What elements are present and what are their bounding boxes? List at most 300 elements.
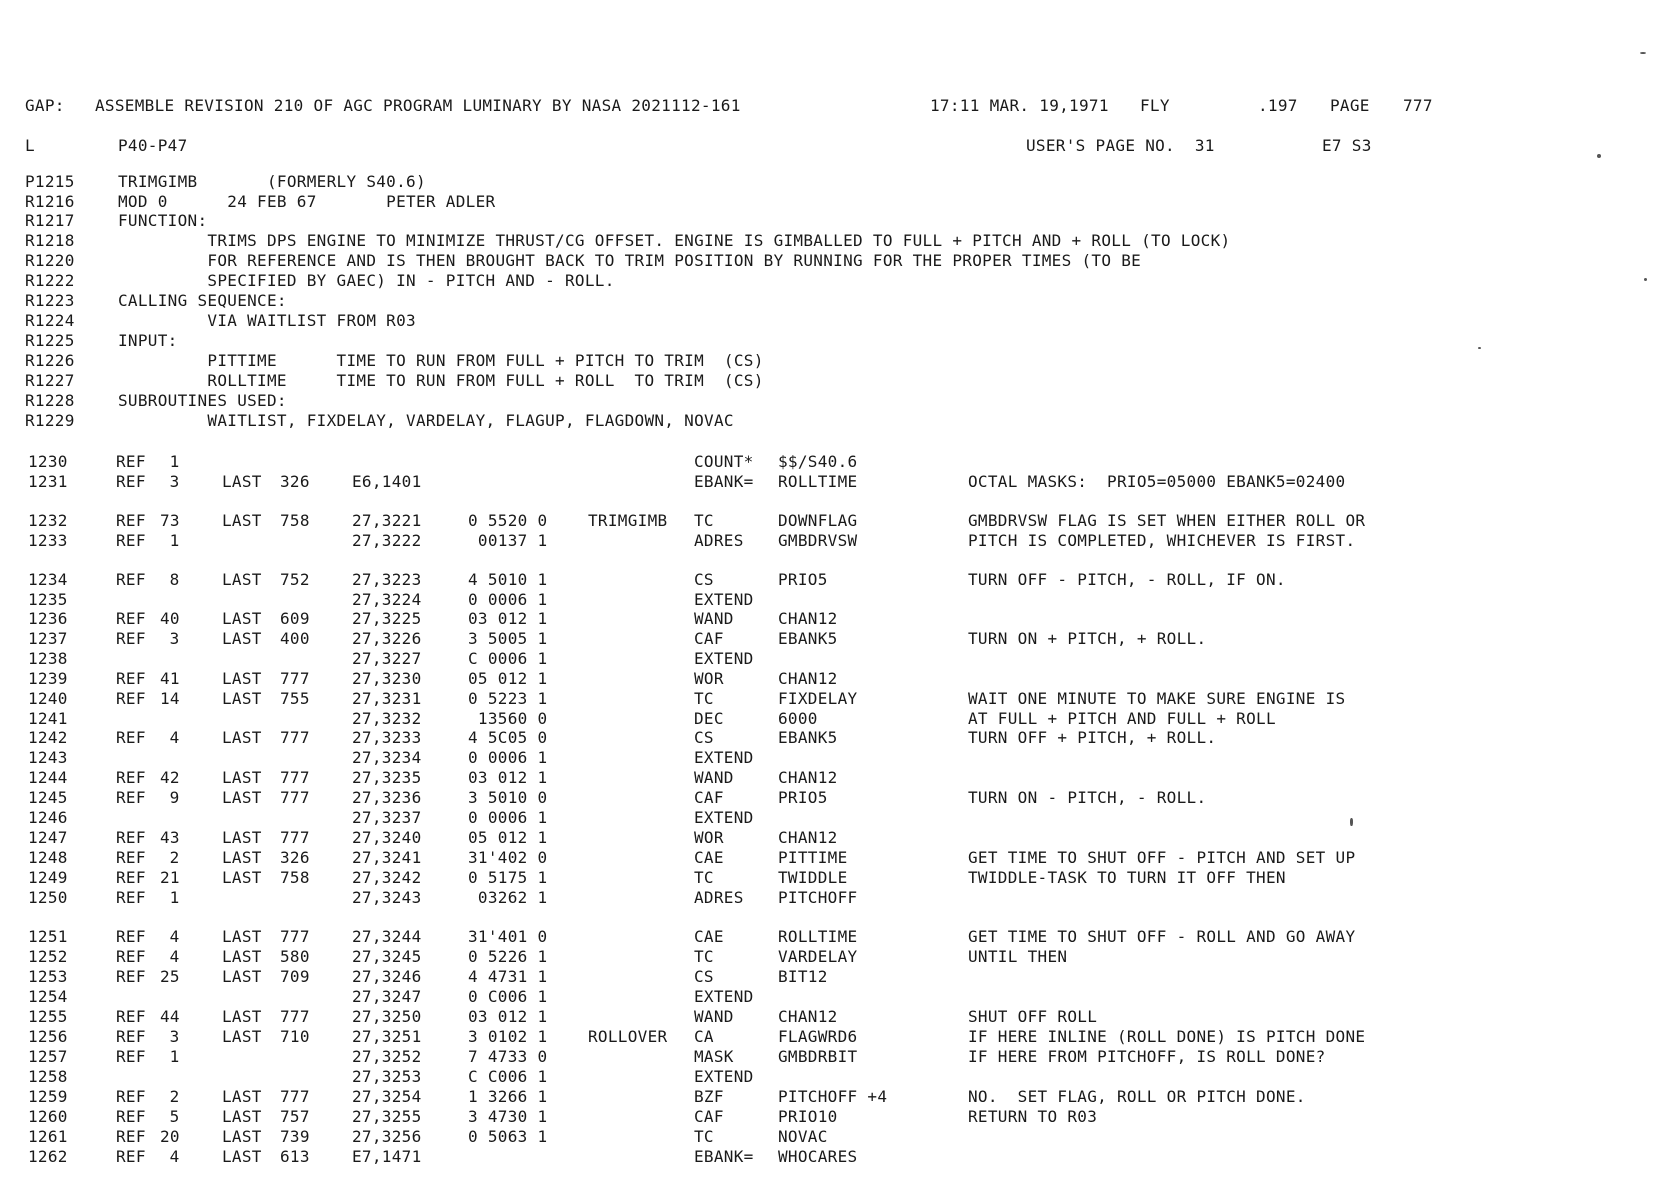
ref-label: REF xyxy=(116,927,146,946)
opcode: CAF xyxy=(694,629,724,648)
code-line xyxy=(0,649,1660,669)
last-label: LAST xyxy=(222,848,262,867)
comment-text: SPECIFIED BY GAEC) IN - PITCH AND - ROLL. xyxy=(118,271,615,290)
last-count: 755 xyxy=(280,689,310,708)
code-line xyxy=(0,709,1660,729)
ref-label: REF xyxy=(116,728,146,747)
scan-speck xyxy=(1478,347,1481,349)
last-label: LAST xyxy=(222,1127,262,1146)
octal-word: 03 012 1 xyxy=(468,768,548,787)
line-id: R1227 xyxy=(25,371,75,390)
operand: $$/S40.6 xyxy=(778,452,858,471)
line-comment: NO. SET FLAG, ROLL OR PITCH DONE. xyxy=(968,1087,1306,1106)
address: 27,3222 xyxy=(352,531,422,550)
scan-speck xyxy=(1644,278,1647,281)
operand: WHOCARES xyxy=(778,1147,858,1166)
last-count: 777 xyxy=(280,927,310,946)
last-label: LAST xyxy=(222,927,262,946)
line-comment: TURN OFF + PITCH, + ROLL. xyxy=(968,728,1217,747)
line-number: 1249 xyxy=(28,868,68,887)
line-id: R1223 xyxy=(25,291,75,310)
line-number: 1244 xyxy=(28,768,68,787)
code-line xyxy=(0,828,1660,848)
ref-label: REF xyxy=(116,511,146,530)
opcode: WAND xyxy=(694,1007,734,1026)
last-label: LAST xyxy=(222,1027,262,1046)
ref-count: 1 xyxy=(169,531,180,550)
comment-text: FOR REFERENCE AND IS THEN BROUGHT BACK TO TRIM POSITION BY RUNNING FOR THE PROPER TIMES (TO BE xyxy=(118,251,1142,270)
last-label: LAST xyxy=(222,728,262,747)
line-comment: SHUT OFF ROLL xyxy=(968,1007,1098,1026)
line-id: R1217 xyxy=(25,211,75,230)
last-label: LAST xyxy=(222,511,262,530)
ref-label: REF xyxy=(116,768,146,787)
opcode: BZF xyxy=(694,1087,724,1106)
line-number: 1254 xyxy=(28,987,68,1006)
operand: CHAN12 xyxy=(778,1007,838,1026)
octal-word: 0 5520 0 xyxy=(468,511,548,530)
last-label: LAST xyxy=(222,868,262,887)
last-label: LAST xyxy=(222,1087,262,1106)
octal-word: 1 3266 1 xyxy=(468,1087,548,1106)
address: 27,3253 xyxy=(352,1067,422,1086)
comment-text: MOD 0 24 FEB 67 PETER ADLER xyxy=(118,192,496,211)
code-line xyxy=(0,1147,1660,1167)
line-id: R1228 xyxy=(25,391,75,410)
octal-word: 03262 1 xyxy=(468,888,548,907)
address: 27,3224 xyxy=(352,590,422,609)
code-line xyxy=(0,472,1660,492)
line-id: R1225 xyxy=(25,331,75,350)
address: 27,3240 xyxy=(352,828,422,847)
address: E7,1471 xyxy=(352,1147,422,1166)
ref-label: REF xyxy=(116,848,146,867)
ref-count: 2 xyxy=(169,848,180,867)
ref-count: 2 xyxy=(169,1087,180,1106)
ref-count: 20 xyxy=(160,1127,180,1146)
page-code: E7 S3 xyxy=(1322,136,1372,155)
last-label: LAST xyxy=(222,689,262,708)
line-number: 1245 xyxy=(28,788,68,807)
opcode: TC xyxy=(694,947,714,966)
code-line xyxy=(0,452,1660,472)
opcode: DEC xyxy=(694,709,724,728)
last-count: 326 xyxy=(280,472,310,491)
address: 27,3221 xyxy=(352,511,422,530)
comment-line xyxy=(0,251,1660,271)
operand: CHAN12 xyxy=(778,828,838,847)
ref-label: REF xyxy=(116,472,146,491)
line-number: 1237 xyxy=(28,629,68,648)
ref-count: 4 xyxy=(169,728,180,747)
address: 27,3245 xyxy=(352,947,422,966)
line-comment: GET TIME TO SHUT OFF - PITCH AND SET UP xyxy=(968,848,1356,867)
last-label: LAST xyxy=(222,788,262,807)
ref-count: 14 xyxy=(160,689,180,708)
line-number: 1259 xyxy=(28,1087,68,1106)
symbol-label: TRIMGIMB xyxy=(588,511,668,530)
last-count: 326 xyxy=(280,848,310,867)
operand: BIT12 xyxy=(778,967,828,986)
octal-word: 03 012 1 xyxy=(468,609,548,628)
comment-text: SUBROUTINES USED: xyxy=(118,391,287,410)
ref-count: 3 xyxy=(169,1027,180,1046)
last-label: LAST xyxy=(222,967,262,986)
ref-label: REF xyxy=(116,828,146,847)
comment-text: FUNCTION: xyxy=(118,211,208,230)
ref-count: 21 xyxy=(160,868,180,887)
ref-label: REF xyxy=(116,1087,146,1106)
scan-speck xyxy=(1640,52,1646,54)
ref-label: REF xyxy=(116,967,146,986)
line-number: 1255 xyxy=(28,1007,68,1026)
address: 27,3241 xyxy=(352,848,422,867)
address: 27,3225 xyxy=(352,609,422,628)
last-label: LAST xyxy=(222,1147,262,1166)
octal-word: 00137 1 xyxy=(468,531,548,550)
line-comment: IF HERE FROM PITCHOFF, IS ROLL DONE? xyxy=(968,1047,1326,1066)
opcode: COUNT* xyxy=(694,452,754,471)
line-comment: IF HERE INLINE (ROLL DONE) IS PITCH DONE xyxy=(968,1027,1366,1046)
header-datetime: 17:11 MAR. 19,1971 xyxy=(930,96,1109,115)
ref-count: 4 xyxy=(169,927,180,946)
opcode: EXTEND xyxy=(694,649,754,668)
comment-line xyxy=(0,192,1660,212)
octal-word: 3 5010 0 xyxy=(468,788,548,807)
last-label: LAST xyxy=(222,828,262,847)
line-comment: GET TIME TO SHUT OFF - ROLL AND GO AWAY xyxy=(968,927,1356,946)
line-number: 1243 xyxy=(28,748,68,767)
octal-word: 3 5005 1 xyxy=(468,629,548,648)
octal-word: 31'401 0 xyxy=(468,927,548,946)
octal-word: 0 C006 1 xyxy=(468,987,548,1006)
ref-label: REF xyxy=(116,868,146,887)
code-line xyxy=(0,609,1660,629)
comment-line xyxy=(0,391,1660,411)
code-line xyxy=(0,1107,1660,1127)
last-count: 757 xyxy=(280,1107,310,1126)
address: 27,3251 xyxy=(352,1027,422,1046)
last-count: 613 xyxy=(280,1147,310,1166)
operand: ROLLTIME xyxy=(778,472,858,491)
address: 27,3252 xyxy=(352,1047,422,1066)
address: 27,3242 xyxy=(352,868,422,887)
line-id: R1224 xyxy=(25,311,75,330)
line-comment: TWIDDLE-TASK TO TURN IT OFF THEN xyxy=(968,868,1286,887)
ref-count: 42 xyxy=(160,768,180,787)
opcode: ADRES xyxy=(694,531,744,550)
ref-count: 1 xyxy=(169,452,180,471)
code-line xyxy=(0,788,1660,808)
line-id: P1215 xyxy=(25,172,75,191)
last-count: 752 xyxy=(280,570,310,589)
comment-text: ROLLTIME TIME TO RUN FROM FULL + ROLL TO TRIM (CS) xyxy=(118,371,764,390)
code-line xyxy=(0,629,1660,649)
line-comment: AT FULL + PITCH AND FULL + ROLL xyxy=(968,709,1276,728)
opcode: EXTEND xyxy=(694,987,754,1006)
last-count: 739 xyxy=(280,1127,310,1146)
line-number: 1251 xyxy=(28,927,68,946)
comment-line xyxy=(0,351,1660,371)
line-number: 1238 xyxy=(28,649,68,668)
ref-count: 5 xyxy=(169,1107,180,1126)
line-comment: UNTIL THEN xyxy=(968,947,1068,966)
ref-label: REF xyxy=(116,629,146,648)
last-label: LAST xyxy=(222,609,262,628)
line-number: 1234 xyxy=(28,570,68,589)
code-line xyxy=(0,848,1660,868)
comment-line xyxy=(0,231,1660,251)
code-line xyxy=(0,570,1660,590)
last-count: 400 xyxy=(280,629,310,648)
header-page-number: 777 xyxy=(1403,96,1433,115)
comment-line xyxy=(0,172,1660,192)
comment-line xyxy=(0,271,1660,291)
operand: ROLLTIME xyxy=(778,927,858,946)
line-number: 1230 xyxy=(28,452,68,471)
ref-count: 43 xyxy=(160,828,180,847)
opcode: CA xyxy=(694,1027,714,1046)
comment-line xyxy=(0,411,1660,431)
opcode: CS xyxy=(694,570,714,589)
code-line xyxy=(0,1007,1660,1027)
last-label: LAST xyxy=(222,1107,262,1126)
code-line xyxy=(0,590,1660,610)
line-number: 1250 xyxy=(28,888,68,907)
line-comment: PITCH IS COMPLETED, WHICHEVER IS FIRST. xyxy=(968,531,1356,550)
ref-count: 3 xyxy=(169,472,180,491)
opcode: MASK xyxy=(694,1047,734,1066)
code-line xyxy=(0,768,1660,788)
operand: TWIDDLE xyxy=(778,868,848,887)
operand: EBANK5 xyxy=(778,728,838,747)
code-line xyxy=(0,1087,1660,1107)
operand: CHAN12 xyxy=(778,669,838,688)
address: 27,3255 xyxy=(352,1107,422,1126)
code-line xyxy=(0,511,1660,531)
operand: PITCHOFF xyxy=(778,888,858,907)
octal-word: 0 5175 1 xyxy=(468,868,548,887)
opcode: EXTEND xyxy=(694,748,754,767)
line-number: 1252 xyxy=(28,947,68,966)
address: 27,3243 xyxy=(352,888,422,907)
ref-count: 41 xyxy=(160,669,180,688)
address: 27,3227 xyxy=(352,649,422,668)
octal-word: 05 012 1 xyxy=(468,828,548,847)
ref-label: REF xyxy=(116,452,146,471)
code-line xyxy=(0,1027,1660,1047)
address: 27,3236 xyxy=(352,788,422,807)
line-number: 1232 xyxy=(28,511,68,530)
opcode: TC xyxy=(694,1127,714,1146)
octal-word: 03 012 1 xyxy=(468,1007,548,1026)
octal-word: 05 012 1 xyxy=(468,669,548,688)
ref-label: REF xyxy=(116,689,146,708)
comment-line xyxy=(0,311,1660,331)
code-line xyxy=(0,987,1660,1007)
last-label: LAST xyxy=(222,570,262,589)
operand: GMBDRVSW xyxy=(778,531,858,550)
comment-line xyxy=(0,331,1660,351)
last-count: 609 xyxy=(280,609,310,628)
line-id: R1222 xyxy=(25,271,75,290)
code-line xyxy=(0,531,1660,551)
subheader-line xyxy=(0,136,1660,156)
opcode: CAF xyxy=(694,788,724,807)
last-count: 777 xyxy=(280,828,310,847)
symbol-label: ROLLOVER xyxy=(588,1027,668,1046)
octal-word: 0 0006 1 xyxy=(468,748,548,767)
operand: PRIO5 xyxy=(778,788,828,807)
opcode: CS xyxy=(694,967,714,986)
last-count: 777 xyxy=(280,768,310,787)
header-title: ASSEMBLE REVISION 210 OF AGC PROGRAM LUMINARY BY NASA 2021112-161 xyxy=(95,96,741,115)
address: 27,3244 xyxy=(352,927,422,946)
last-count: 777 xyxy=(280,728,310,747)
last-count: 777 xyxy=(280,1007,310,1026)
octal-word: 0 5223 1 xyxy=(468,689,548,708)
last-label: LAST xyxy=(222,947,262,966)
operand: 6000 xyxy=(778,709,818,728)
ref-label: REF xyxy=(116,1047,146,1066)
address: 27,3237 xyxy=(352,808,422,827)
comment-text: WAITLIST, FIXDELAY, VARDELAY, FLAGUP, FLAGDOWN, NOVAC xyxy=(118,411,734,430)
code-line xyxy=(0,1127,1660,1147)
line-id: R1220 xyxy=(25,251,75,270)
octal-word: C 0006 1 xyxy=(468,649,548,668)
ref-count: 1 xyxy=(169,1047,180,1066)
opcode: EXTEND xyxy=(694,808,754,827)
line-number: 1241 xyxy=(28,709,68,728)
line-number: 1231 xyxy=(28,472,68,491)
address: 27,3223 xyxy=(352,570,422,589)
opcode: WOR xyxy=(694,828,724,847)
ref-count: 4 xyxy=(169,947,180,966)
ref-label: REF xyxy=(116,888,146,907)
line-comment: GMBDRVSW FLAG IS SET WHEN EITHER ROLL OR xyxy=(968,511,1366,530)
ref-label: REF xyxy=(116,1107,146,1126)
operand: FIXDELAY xyxy=(778,689,858,708)
last-count: 777 xyxy=(280,1087,310,1106)
address: 27,3256 xyxy=(352,1127,422,1146)
octal-word: 4 5C05 0 xyxy=(468,728,548,747)
opcode: WAND xyxy=(694,609,734,628)
line-number: 1247 xyxy=(28,828,68,847)
operand: GMBDRBIT xyxy=(778,1047,858,1066)
opcode: CAE xyxy=(694,927,724,946)
line-comment: TURN ON - PITCH, - ROLL. xyxy=(968,788,1207,807)
code-line xyxy=(0,967,1660,987)
ref-label: REF xyxy=(116,1127,146,1146)
ref-count: 4 xyxy=(169,1147,180,1166)
operand: PRIO5 xyxy=(778,570,828,589)
opcode: EXTEND xyxy=(694,1067,754,1086)
ref-label: REF xyxy=(116,1027,146,1046)
address: 27,3230 xyxy=(352,669,422,688)
ref-count: 44 xyxy=(160,1007,180,1026)
line-id: R1229 xyxy=(25,411,75,430)
opcode: CS xyxy=(694,728,714,747)
ref-label: REF xyxy=(116,1147,146,1166)
comment-text: VIA WAITLIST FROM R03 xyxy=(118,311,416,330)
line-comment: WAIT ONE MINUTE TO MAKE SURE ENGINE IS xyxy=(968,689,1346,708)
last-count: 758 xyxy=(280,511,310,530)
ref-count: 40 xyxy=(160,609,180,628)
address: 27,3226 xyxy=(352,629,422,648)
comment-line xyxy=(0,291,1660,311)
octal-word: 4 4731 1 xyxy=(468,967,548,986)
ref-count: 25 xyxy=(160,967,180,986)
address: 27,3247 xyxy=(352,987,422,1006)
operand: PITCHOFF +4 xyxy=(778,1087,888,1106)
comment-text: TRIMGIMB (FORMERLY S40.6) xyxy=(118,172,426,191)
code-line xyxy=(0,669,1660,689)
address: 27,3231 xyxy=(352,689,422,708)
code-line xyxy=(0,808,1660,828)
ref-label: REF xyxy=(116,531,146,550)
line-id: R1216 xyxy=(25,192,75,211)
code-line xyxy=(0,689,1660,709)
address: 27,3234 xyxy=(352,748,422,767)
opcode: EBANK= xyxy=(694,472,754,491)
ref-label: REF xyxy=(116,947,146,966)
ref-label: REF xyxy=(116,1007,146,1026)
opcode: EXTEND xyxy=(694,590,754,609)
octal-word: 0 5226 1 xyxy=(468,947,548,966)
line-number: 1242 xyxy=(28,728,68,747)
ref-label: REF xyxy=(116,570,146,589)
line-number: 1253 xyxy=(28,967,68,986)
last-label: LAST xyxy=(222,768,262,787)
last-count: 580 xyxy=(280,947,310,966)
line-comment: TURN ON + PITCH, + ROLL. xyxy=(968,629,1207,648)
operand: NOVAC xyxy=(778,1127,828,1146)
octal-word: 4 5010 1 xyxy=(468,570,548,589)
line-number: 1256 xyxy=(28,1027,68,1046)
octal-word: 0 0006 1 xyxy=(468,808,548,827)
code-line xyxy=(0,868,1660,888)
opcode: TC xyxy=(694,511,714,530)
operand: CHAN12 xyxy=(778,768,838,787)
code-line xyxy=(0,1067,1660,1087)
line-comment: OCTAL MASKS: PRIO5=05000 EBANK5=02400 xyxy=(968,472,1346,491)
line-number: 1248 xyxy=(28,848,68,867)
opcode: TC xyxy=(694,689,714,708)
line-number: 1260 xyxy=(28,1107,68,1126)
section-name: P40-P47 xyxy=(118,136,188,155)
ref-count: 9 xyxy=(169,788,180,807)
octal-word: 0 5063 1 xyxy=(468,1127,548,1146)
operand: CHAN12 xyxy=(778,609,838,628)
octal-word: 7 4733 0 xyxy=(468,1047,548,1066)
last-count: 777 xyxy=(280,669,310,688)
last-count: 710 xyxy=(280,1027,310,1046)
operand: DOWNFLAG xyxy=(778,511,858,530)
octal-word: 31'402 0 xyxy=(468,848,548,867)
line-number: 1240 xyxy=(28,689,68,708)
scan-speck xyxy=(1350,818,1353,826)
operand: PRIO10 xyxy=(778,1107,838,1126)
line-number: 1235 xyxy=(28,590,68,609)
comment-text: INPUT: xyxy=(118,331,178,350)
address: 27,3254 xyxy=(352,1087,422,1106)
code-line xyxy=(0,888,1660,908)
address: 27,3235 xyxy=(352,768,422,787)
ref-count: 73 xyxy=(160,511,180,530)
line-number: 1239 xyxy=(28,669,68,688)
line-number: 1258 xyxy=(28,1067,68,1086)
ref-count: 1 xyxy=(169,888,180,907)
